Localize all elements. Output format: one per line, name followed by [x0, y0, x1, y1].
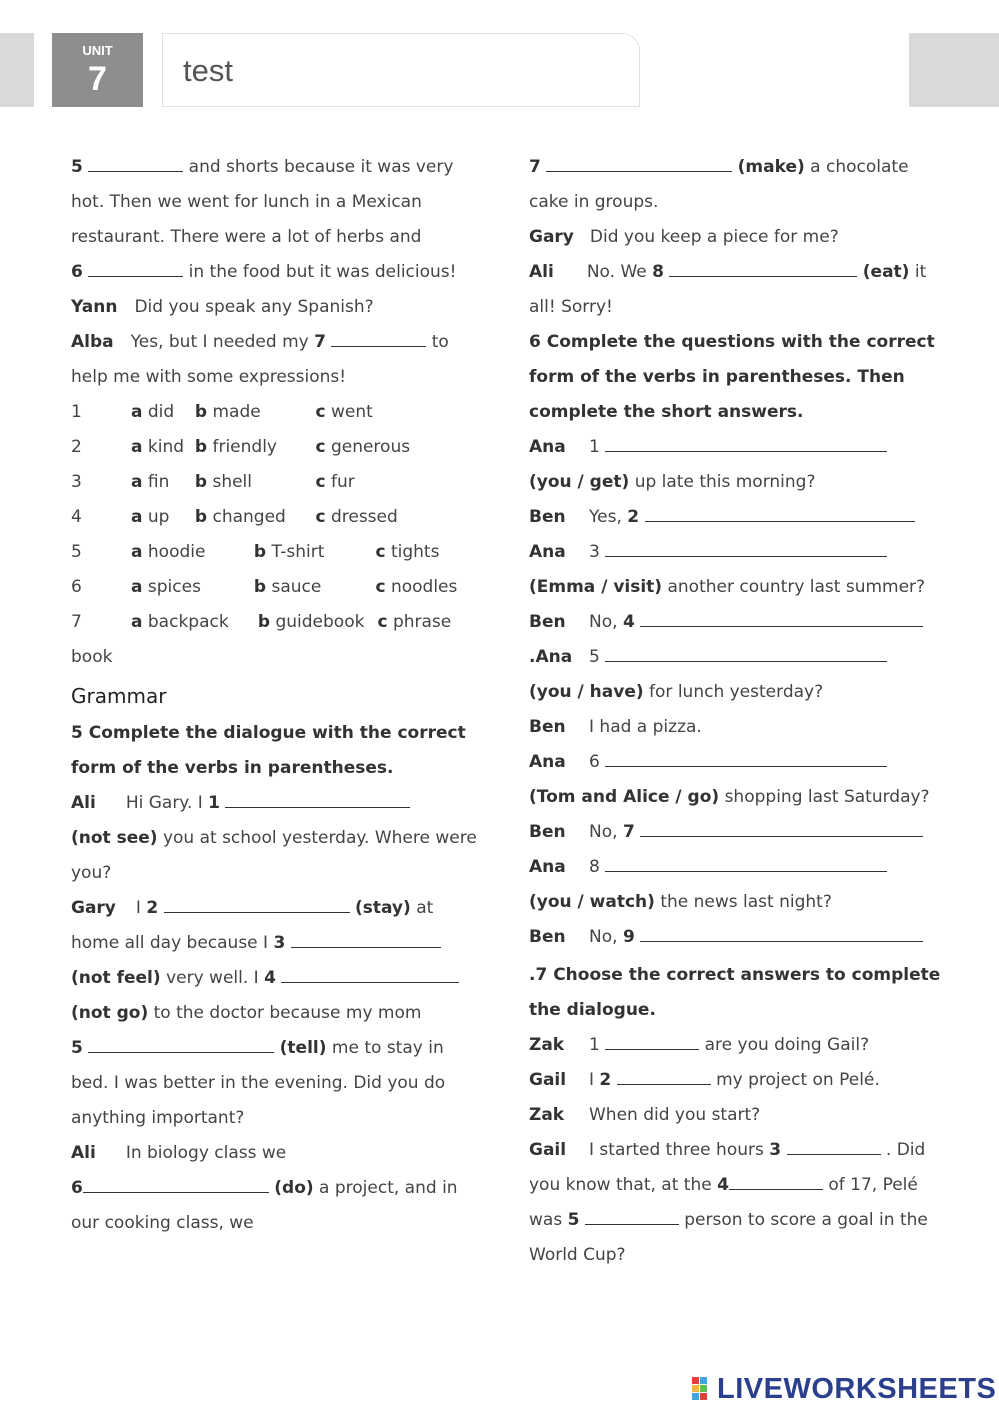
right-line-5: all! Sorry! — [529, 297, 613, 317]
q-line-ben-2: Ben Yes, 2 — [529, 500, 915, 535]
dialogue-line-zak-3: Zak When did you start? — [529, 1105, 761, 1125]
q-line-ben-6: Ben I had a pizza. — [529, 717, 702, 737]
answer-blank[interactable] — [88, 1035, 274, 1053]
q-line-ana-5: .Ana 5 — [529, 640, 887, 675]
answer-blank[interactable] — [88, 259, 183, 277]
q-line-verb-6: (Tom and Alice / go) shopping last Saturday? — [529, 787, 930, 807]
q-line-verb-1: (you / get) up late this morning? — [529, 472, 816, 492]
answer-blank[interactable] — [605, 539, 887, 557]
exercise-7-instruction-1: .7 Choose the correct answers to complete — [529, 965, 941, 985]
logo-text: LIVEWORKSHEETS — [717, 1373, 997, 1405]
q-line-ana-8: Ana 8 — [529, 850, 887, 885]
dialogue-line-gail-2: Gail I 2 my project on Pelé. — [529, 1063, 880, 1098]
left-line-2: hot. Then we went for lunch in a Mexican — [71, 192, 422, 212]
dialogue-line-zak-1: Zak 1 are you doing Gail? — [529, 1028, 869, 1063]
answer-blank[interactable] — [729, 1172, 823, 1190]
answer-blank[interactable] — [640, 924, 923, 942]
answer-blank[interactable] — [640, 819, 923, 837]
answer-blank[interactable] — [291, 930, 441, 948]
left-line-7: help me with some expressions! — [71, 367, 347, 387]
answer-blank[interactable] — [787, 1137, 881, 1155]
answer-blank[interactable] — [605, 749, 887, 767]
answer-blank[interactable] — [645, 504, 915, 522]
dialogue-line-ali-right: Ali No. We 8 (eat) it — [529, 255, 926, 290]
option-row-2: 2 a kind b friendly c generous — [71, 437, 411, 457]
left-dialogue-line-2: (not see) you at school yesterday. Where were — [71, 828, 477, 848]
option-row-4: 4 a up b changed c dressed — [71, 507, 398, 527]
answer-blank[interactable] — [605, 854, 887, 872]
dialogue-line-alba: Alba Yes, but I needed my 7 to — [71, 325, 449, 360]
answer-blank[interactable] — [605, 1032, 699, 1050]
right-dialogue-line-7: World Cup? — [529, 1245, 626, 1265]
left-line-4: 6 in the food but it was delicious! — [71, 255, 456, 290]
header-left-block — [0, 33, 34, 107]
dialogue-line-yann: Yann Did you speak any Spanish? — [71, 297, 374, 317]
answer-blank[interactable] — [546, 154, 732, 172]
left-line-book: book — [71, 647, 113, 667]
unit-number: 7 — [88, 60, 107, 98]
dialogue-line-ali-2: Ali In biology class we — [71, 1143, 287, 1163]
title-box — [162, 33, 640, 107]
left-dialogue-line-13: our cooking class, we — [71, 1213, 254, 1233]
right-dialogue-line-6: was 5 person to score a goal in the — [529, 1203, 928, 1238]
q-line-ana-1: Ana 1 — [529, 430, 887, 465]
answer-blank[interactable] — [281, 965, 459, 983]
left-dialogue-line-6: (not feel) very well. I 4 — [71, 961, 459, 996]
answer-blank[interactable] — [585, 1207, 679, 1225]
right-line-1: 7 (make) a chocolate — [529, 150, 909, 185]
option-row-3: 3 a fin b shell c fur — [71, 472, 355, 492]
exercise-6-instruction-3: complete the short answers. — [529, 402, 804, 422]
q-line-verb-8: (you / watch) the news last night? — [529, 892, 832, 912]
exercise-7-instruction-2: the dialogue. — [529, 1000, 656, 1020]
option-row-7: 7 a backpack b guidebook c phrase — [71, 612, 452, 632]
left-dialogue-line-8: 5 (tell) me to stay in — [71, 1031, 444, 1066]
right-line-2: cake in groups. — [529, 192, 659, 212]
exercise-5-instruction-1: 5 Complete the dialogue with the correct — [71, 723, 466, 743]
q-line-ana-6: Ana 6 — [529, 745, 887, 780]
answer-blank[interactable] — [225, 790, 410, 808]
left-dialogue-line-9: bed. I was better in the evening. Did you do — [71, 1073, 446, 1093]
left-line-1: 5 and shorts because it was very — [71, 150, 453, 185]
dialogue-line-gary: Gary I 2 (stay) at — [71, 891, 433, 926]
q-line-ana-3: Ana 3 — [529, 535, 887, 570]
answer-blank[interactable] — [640, 609, 923, 627]
page-title: test — [183, 53, 233, 88]
answer-blank[interactable] — [617, 1067, 711, 1085]
dialogue-line-gary-right: Gary Did you keep a piece for me? — [529, 227, 839, 247]
exercise-6-instruction-1: 6 Complete the questions with the correct — [529, 332, 935, 352]
answer-blank[interactable] — [669, 259, 857, 277]
exercise-6-instruction-2: form of the verbs in parentheses. Then — [529, 367, 905, 387]
answer-blank[interactable] — [88, 154, 183, 172]
answer-blank[interactable] — [164, 895, 350, 913]
unit-badge — [52, 33, 143, 107]
q-line-verb-3: (Emma / visit) another country last summer? — [529, 577, 926, 597]
left-dialogue-line-7: (not go) to the doctor because my mom — [71, 1003, 422, 1023]
q-line-ben-9: Ben No, 9 — [529, 920, 923, 955]
q-line-ben-7: Ben No, 7 — [529, 815, 923, 850]
left-line-3: restaurant. There were a lot of herbs and — [71, 227, 422, 247]
grammar-heading: Grammar — [71, 684, 167, 708]
option-row-6: 6 a spices b sauce c noodles — [71, 577, 458, 597]
left-dialogue-line-3: you? — [71, 863, 112, 883]
answer-blank[interactable] — [605, 434, 887, 452]
answer-blank[interactable] — [331, 329, 426, 347]
liveworksheets-logo[interactable] — [692, 1374, 996, 1404]
dialogue-line-ali-1: Ali Hi Gary. I 1 — [71, 786, 410, 821]
dialogue-line-gail-4: Gail I started three hours 3 . Did — [529, 1133, 925, 1168]
right-dialogue-line-5: you know that, at the 4 of 17, Pelé — [529, 1168, 918, 1203]
q-line-verb-5: (you / have) for lunch yesterday? — [529, 682, 824, 702]
left-dialogue-line-10: anything important? — [71, 1108, 245, 1128]
header-right-block — [909, 33, 999, 107]
answer-blank[interactable] — [605, 644, 887, 662]
option-row-1: 1 a did b made c went — [71, 402, 373, 422]
option-row-5: 5 a hoodie b T-shirt c tights — [71, 542, 440, 562]
left-dialogue-line-12: 6 (do) a project, and in — [71, 1171, 458, 1206]
unit-label: UNIT — [82, 43, 113, 58]
q-line-ben-4: Ben No, 4 — [529, 605, 923, 640]
left-dialogue-line-5: home all day because I 3 — [71, 926, 441, 961]
logo-blocks-icon — [692, 1377, 714, 1401]
exercise-5-instruction-2: form of the verbs in parentheses. — [71, 758, 394, 778]
answer-blank[interactable] — [83, 1175, 269, 1193]
